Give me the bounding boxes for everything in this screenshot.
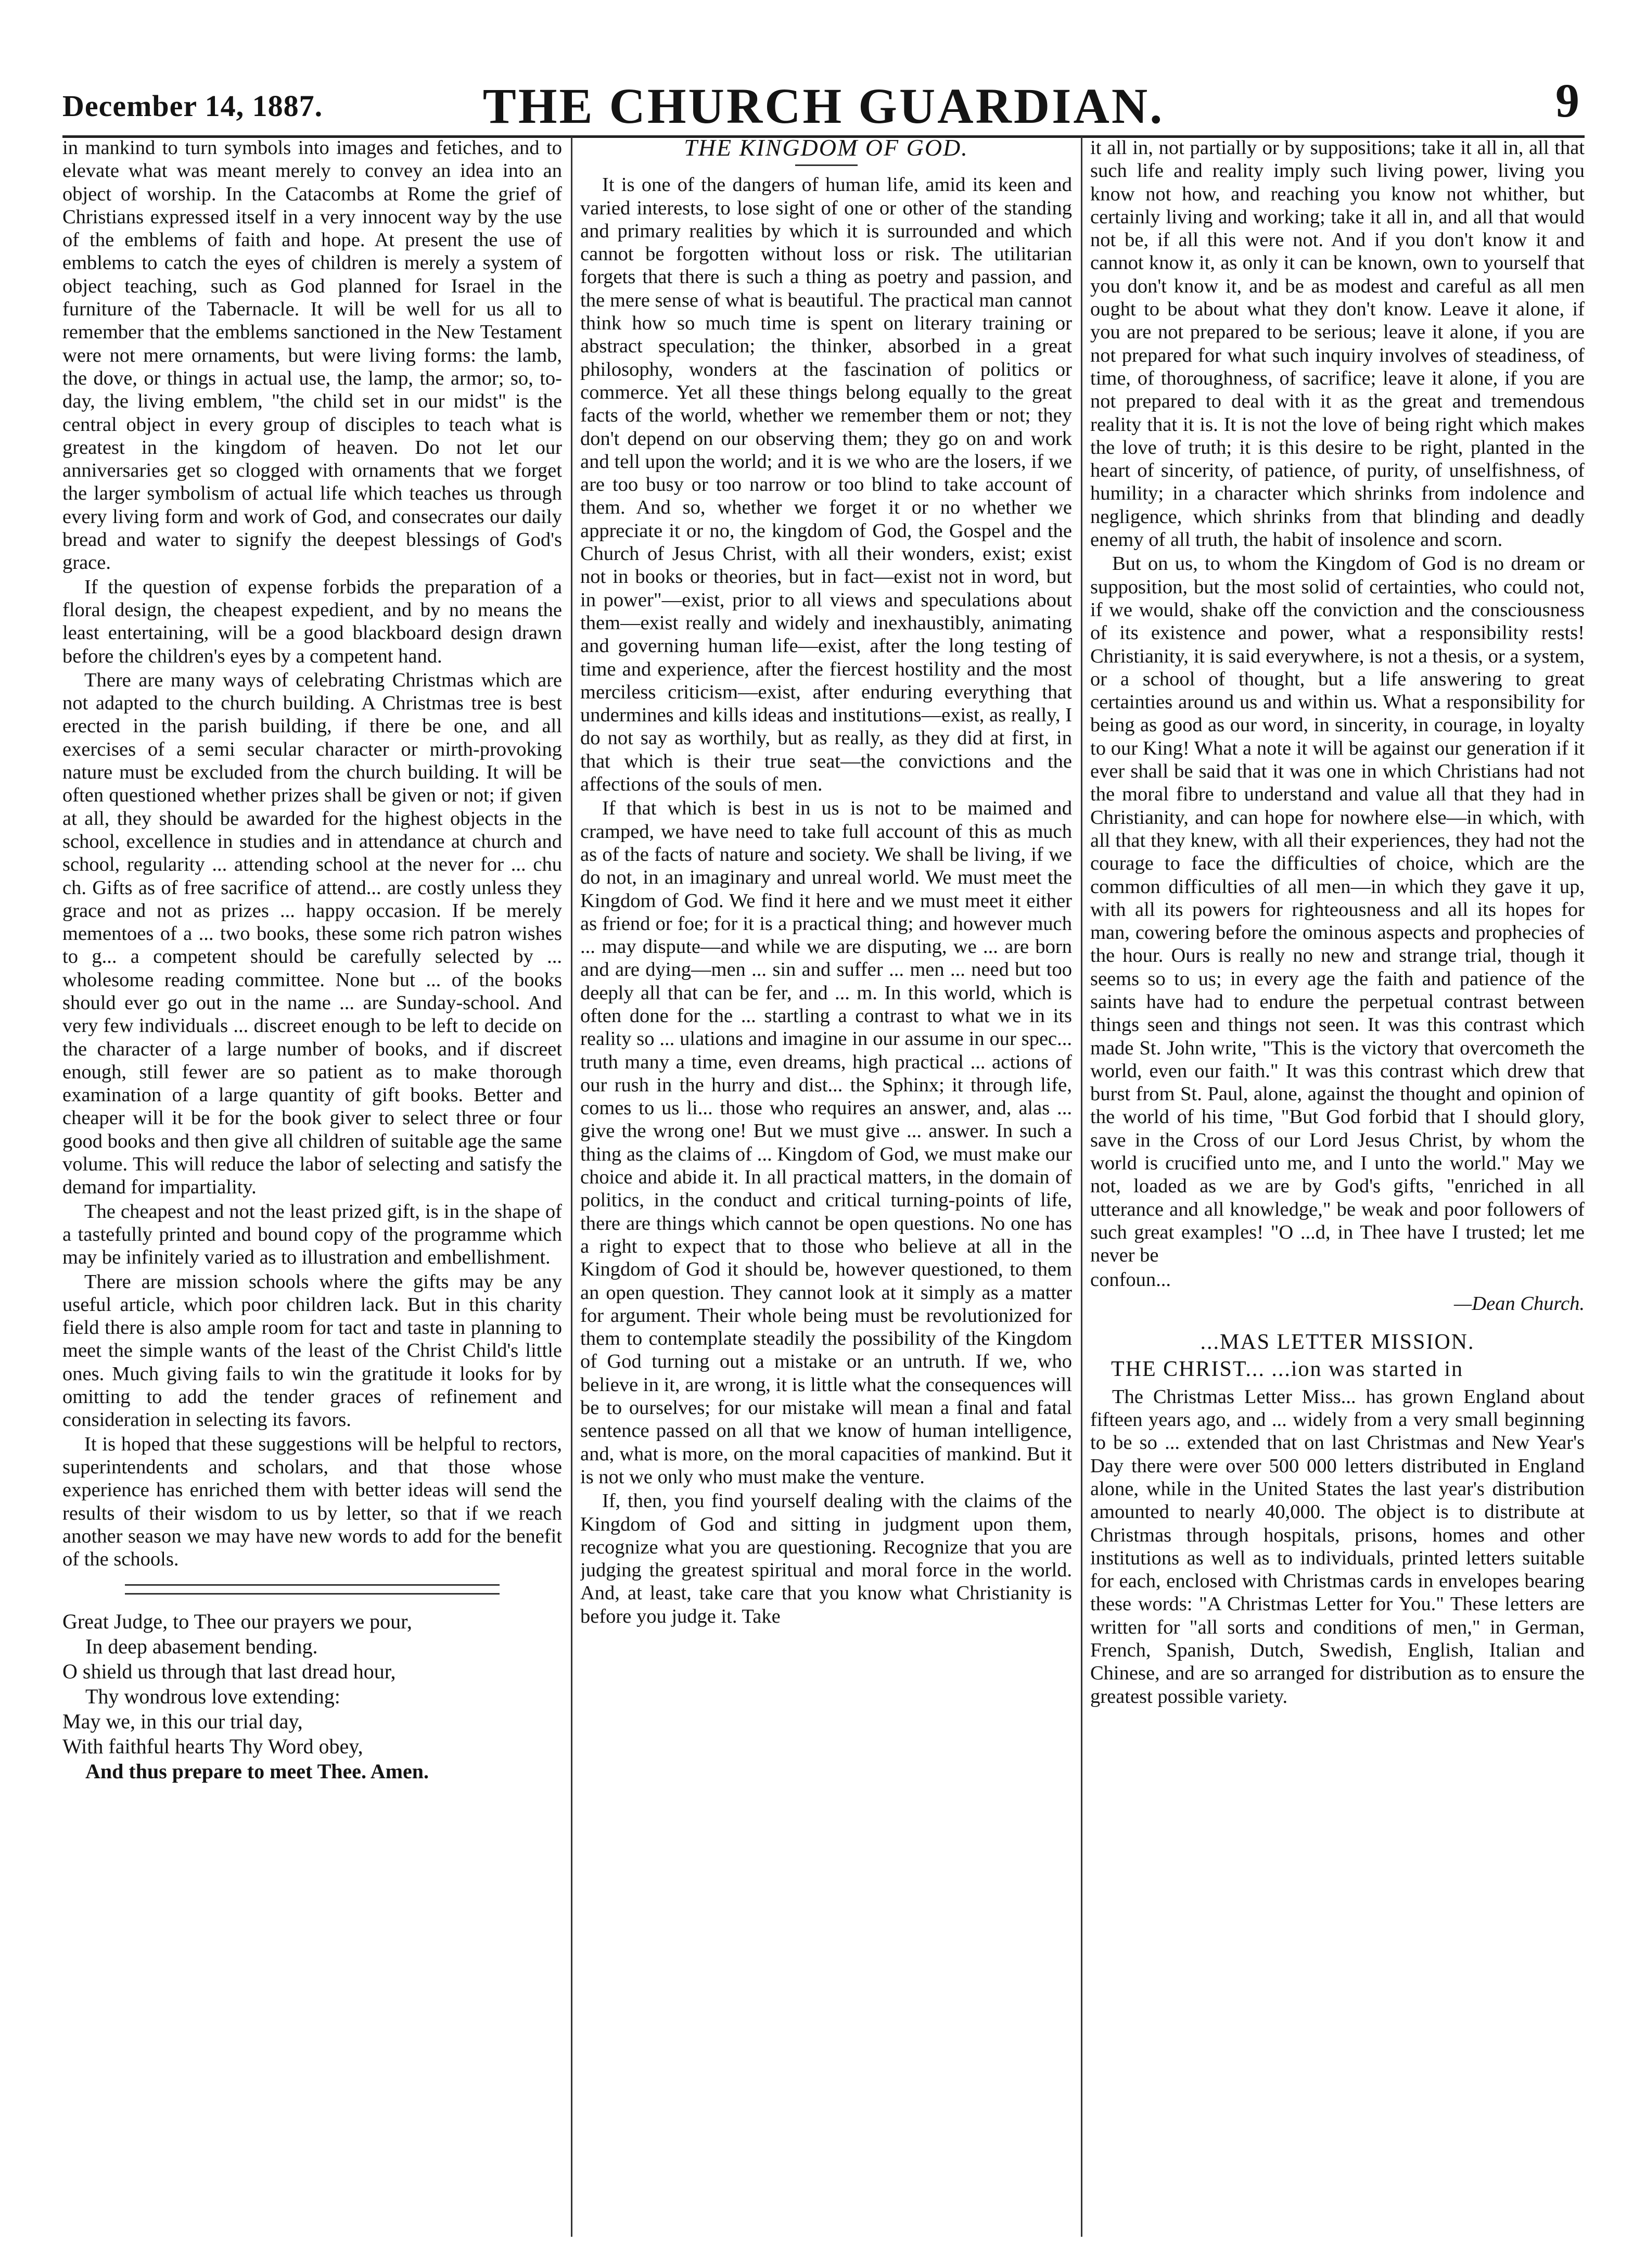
paragraph: confoun... [1090, 1268, 1171, 1291]
paragraph: It is one of the dangers of human life, amid its keen and varied interests, to lose sight of one or other of the standing and primary realities by which it is surrounded and which cannot be forgotten without loss or risk. The utilitarian forgets that there is such a thing as poetry and passion, and the mere sense of what is beautiful. The practical man cannot think how so much time is spent on literary training or abstract speculation; the thinker, absorbed in a great philosophy, wonders at the fascination of politics or commerce. Yet all these things belong equally to the great facts of the world, whether we remember them or not; they don't depend on our observing them; they go on and work and tell upon the world; and it is we who are the losers, if we are too busy or too narrow or too blind to take account of them. And so, whether we forget it or no whether we appreciate it or no, the kingdom of God, the Gospel and the Church of Jesus Christ, with all their wonders, exist; exist not in books or theories, but in fact—exist not in word, but in power"—exist, prior to all views and speculations about them—exist really and widely and inexhaustibly, animating and governing human life—exist, after the long testing of time and experience, after the fiercest hostility and the most merciless criticism—exist, after enduring everything that undermines and kills ideas and institutions—exist, as really, I do not say as worthily, but as really, as they did at first, in that which is their true seat—the convictions and the affections of the souls of men. [580, 174, 1072, 796]
verse-line: In deep abasement bending. [85, 1635, 318, 1659]
paragraph: The Christmas Letter Miss... has grown England about fifteen years ago, and ... widely from a very small beginning to be so ... extended that on last Christmas and New Year's Day there were over 500 000 letters distributed in England alone, while in the United States the last year's distribution amounted to nearly 40,000. The object is to distribute at Christmas through hospitals, prisons, homes and other institutions as well as to individuals, printed letters suitable for each, enclosed with Christmas cards in envelopes bearing these words: "A Christmas Letter for You." These letters are written for "all sorts and conditions of men," in German, French, Spanish, Dutch, Swedish, English, Italian and Chinese, and are so arranged for distribution as to ensure the greatest possible variety. [1090, 1385, 1585, 1708]
paragraph: There are many ways of celebrating Christmas which are not adapted to the church building. A Christmas tree is best erected in the parish building, if there be one, and all exercises of a semi secular character or mirth-provoking nature must be excluded from the church building. It will be often questioned whether prizes shall be given or not; if given at all, they should be awarded for the highest objects in the school, excellence in studies and in attendance at church and school, regularity ... attending school at the never for ... chu ch. Gifts as of free sacrifice of attend... are costly unless they grace and not as prizes ... happy occasion. If be merely mementoes of a ... two books, these some rich patron wishes to g... a competent should be carefully selected by ... wholesome reading committee. None but ... of the books should ever go out in the name ... are Sunday-school. And very few individuals ... discreet enough to be left to decide on the character of a large number of books, and if discreet enough, still fewer are so patient as to make thorough examination of a large quantity of gift books. Better and cheaper will it be for the book giver to select three or four good books and then give all children of suitable age the same volume. This will reduce the labor of selecting and satisfy the demand for impartiality. [62, 669, 562, 1199]
article-heading: THE KINGDOM OF GOD. [684, 136, 968, 161]
paragraph: But on us, to whom the Kingdom of God is no dream or supposition, but the most solid of certainties, who could not, if we would, shake off the conviction and the consciousness of its existence and power, what a responsibility rests! Christianity, it is said everywhere, is not a thesis, or a system, or a school of thought, but a life answering to great certainties around us and within us. What a responsibility for being as good as our word, in sincerity, in courage, in loyalty to our King! What a note it will be against our generation if it ever shall be said that it was one in which Christians had not the moral fibre to understand and value all that they had in Christianity, and can hope for nowhere else—in which, with all that they knew, with all their experiences, they had not the courage to face the difficulties of choice, which are the common difficulties of all men—in which they gave it up, with all its powers for righteousness and all its hopes for man, cowering before the ominous aspects and prophecies of the hour. Ours is really no new and strange trial, though it seems so to us; in every age the faith and patience of the saints have had to endure the perpetual contrast between things seen and things not seen. It was this contrast which made St. John write, "This is the victory that overcometh the world, even our faith." It was this contrast which drew that burst from St. Paul, alone, against the thought and opinion of the world of his time, "But God forbid that I should glory, save in the Cross of our Lord Jesus Christ, by whom the world is crucified unto me, and I unto the world." May we not, loaded as we are by God's gifts, "enriched in all utterance and all knowledge," be weak and poor followers of such great examples! "O ...d, in Thee have I trusted; let me never be [1090, 553, 1585, 1267]
page-number: 9 [1555, 74, 1579, 127]
verse-line: Great Judge, to Thee our prayers we pour, [62, 1610, 412, 1634]
paragraph: There are mission schools where the gifts may be any useful article, which poor children lack. But in this charity field there is also ample room for tact and taste in planning to meet the simple wants of the least of the Christ Child's little ones. Much giving fails to win the gratitude it looks for by omitting to add the tender graces of refinement and consideration in selecting its favors. [62, 1270, 562, 1431]
paragraph: in mankind to turn symbols into images and fetiches, and to elevate what was meant merely to convey an idea into an object of worship. In the Catacombs at Rome the grief of Christians expressed itself in a very innocent way by the use of the emblems of faith and hope. At present the use of emblems to catch the eyes of children is merely a system of object teaching, such as God planned for Israel in the furniture of the Tabernacle. It will be well for us all to remember that the emblems sanctioned in the New Testament were not mere ornaments, but were living forms: the lamb, the dove, or things in actual use, the lamp, the armor; so, to-day, the living emblem, "the child set in our midst" is the central object in every group of disciples to teach what is greatest in the kingdom of heaven. Do not let our anniversaries get so clogged with ornaments that we forget the larger symbolism of actual life which teaches us through every living form and work of God, and consecrates our daily bread and water to signify the deepest blessings of God's grace. [62, 137, 562, 574]
heading-rule [795, 164, 858, 166]
paragraph: it all in, not partially or by suppositions; take it all in, all that such life and reality imply such living power, living you know not how, and reaching you know not whither, but certainly living and working; take it all in, and all that would not be, if all this were not. And if you don't know it and cannot know it, as only it can be known, own to yourself that you don't know it, and be as modest and careful as all men ought to be about what they don't know. Leave it alone, if you are not prepared to be serious; leave it alone, if you are not prepared for what such inquiry involves of steadiness, of time, of thoroughness, of sacrifice; leave it alone, if you are not prepared to deal with it as the great and tremendous reality that it is. It is not the love of being right which makes the love of truth; it is this desire to be right, planted in the heart of sincerity, of patience, of purity, of unselfishness, of humility; in a character which shrinks from indolence and negligence, which shrinks from that blinding and deadly enemy of all truth, the habit of insolence and scorn. [1090, 137, 1585, 551]
verse-line: O shield us through that last dread hour, [62, 1660, 396, 1684]
paragraph: If, then, you find yourself dealing with the claims of the Kingdom of God and sitting in judgment upon them, recognize what you are questioning. Recognize that you are judging the greatest spiritual and moral force in the world. And, at least, take care that you know what Christianity is before you judge it. Take [580, 1490, 1072, 1627]
paragraph: If that which is best in us is not to be maimed and cramped, we have need to take full account of this as much as of the facts of nature and society. We shall be living, if we do not, in an imaginary and unreal world. We must meet the Kingdom of God. We find it here and we must meet it either as friend or foe; for it is a practical thing; and however much ... may dispute—and while we are disputing, we ... are born and are dying—men ... sin and suffer ... men ... need but too deeply all that can be fer, and ... m. In this world, which is often done for the ... startling a contrast to what we in its reality so ... ulations and imagine in our assume in our spec... truth many a time, even dreams, high practical ... actions of our rush in the hurry and dist... the Sphinx; it through life, comes to us li... those who requires an answer, and, alas ... give the wrong one! But we must give ... answer. In such a thing as the claims of ... Kingdom of God, we must make our choice and abide it. In all practical matters, in the domain of politics, in the conduct and critical turning-points of life, there are things which cannot be open questions. No one has a right to expect that to those who believe at all in the Kingdom of God it should be, however questioned, to them an open question. They cannot look at it simply as a matter for argument. Their whole being must be revolutionized for them to contemplate steadily the possibility of the Kingdom of God turning out a mistake or an untruth. If we, who believe in it, are wrong, it is little what the consequences will be to ourselves; for our mistake will mean a final and fatal sentence passed on all that we know of human intelligence, and, what is more, on the moral capacities of mankind. But it is not we only who must make the venture. [580, 797, 1072, 1488]
verse-line: And thus prepare to meet Thee. Amen. [85, 1760, 429, 1783]
columns [62, 136, 1585, 2252]
column-2 [580, 136, 1072, 2252]
paragraph: It is hoped that these suggestions will be helpful to rectors, superintendents and scholars, and that those whose experience has enriched them with better ideas will send the results of their wisdom to us by letter, so that if we reach another season we may have new words to add for the benefit of the schools. [62, 1433, 562, 1571]
masthead [62, 57, 1585, 138]
verse-line: Thy wondrous love extending: [85, 1685, 340, 1709]
verse-line: With faithful hearts Thy Word obey, [62, 1735, 363, 1759]
section-heading: ...MAS LETTER MISSION. [1200, 1330, 1475, 1355]
newspaper-title: THE CHURCH GUARDIAN. [482, 78, 1165, 134]
column-3 [1090, 136, 1585, 2252]
column-1 [62, 136, 562, 2252]
attribution: —Dean Church. [1454, 1292, 1585, 1315]
paragraph: The cheapest and not the least prized gift, is in the shape of a tastefully printed and bound copy of the programme which may be infinitely varied as to illustration and embellishment. [62, 1200, 562, 1269]
hymn-verse [62, 1609, 562, 1784]
paragraph: If the question of expense forbids the preparation of a floral design, the cheapest expedient, and by no means the least entertaining, will be a good blackboard design drawn before the children's eyes by a competent hand. [62, 576, 562, 667]
section-subheading: THE CHRIST... ...ion was started in [1111, 1357, 1463, 1382]
issue-date: December 14, 1887. [62, 89, 323, 123]
section-divider [125, 1584, 500, 1595]
verse-line: May we, in this our trial day, [62, 1710, 303, 1734]
